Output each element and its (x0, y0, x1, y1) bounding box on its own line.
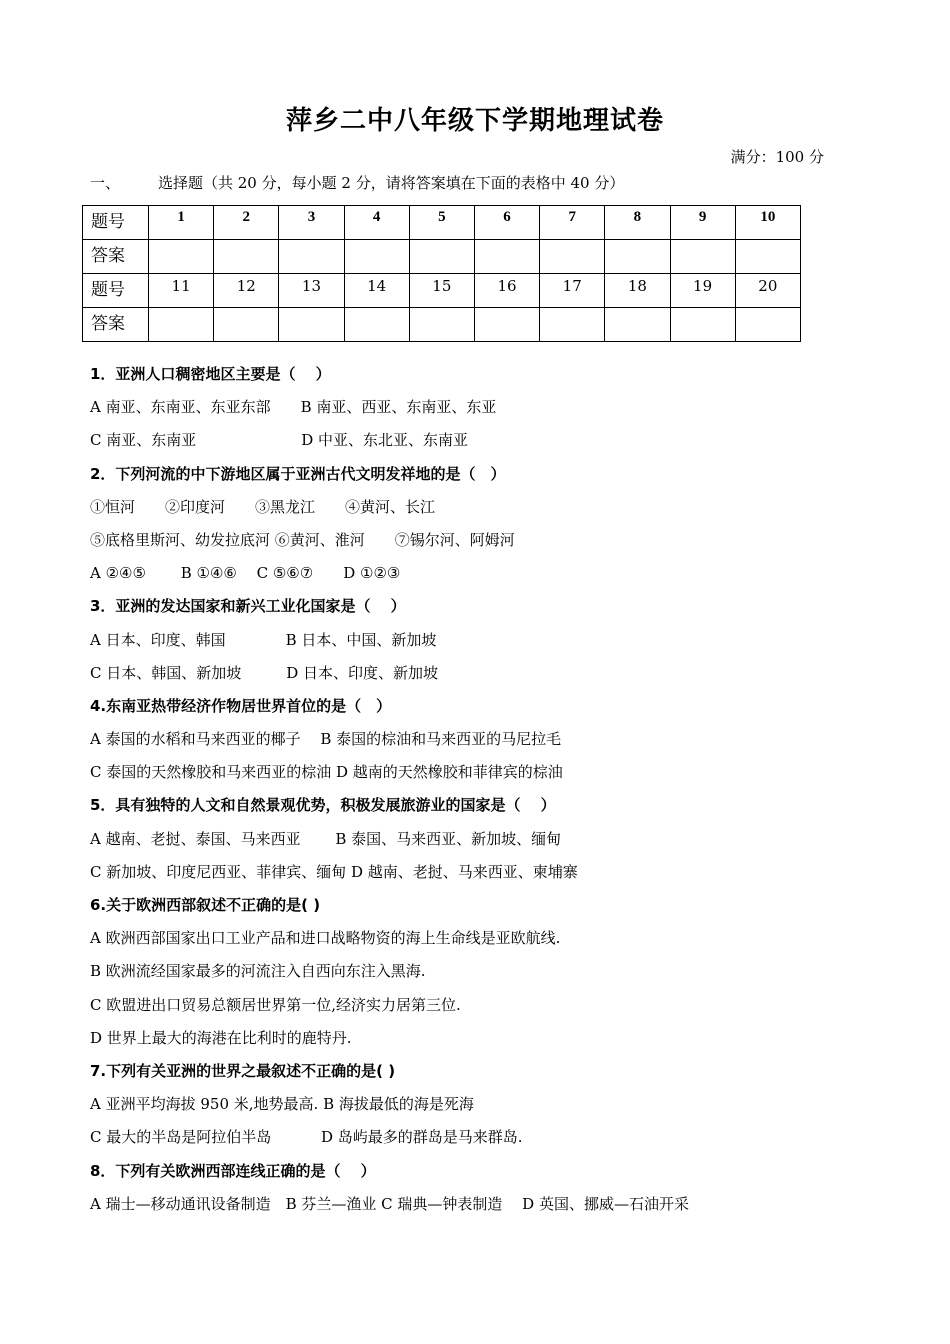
answer-cell[interactable] (344, 240, 409, 274)
answer-cell[interactable] (214, 308, 279, 342)
answer-cell[interactable] (279, 240, 344, 274)
question-number-cell: 8 (605, 206, 670, 240)
row-label: 答案 (83, 308, 149, 342)
full-score: 满分：100 分 (730, 148, 824, 166)
row-label: 题号 (83, 274, 149, 308)
answer-option-line: A 南亚、东南亚、东亚东部 B 南亚、西亚、东南亚、东亚 (90, 398, 497, 417)
answer-option-line: C 最大的半岛是阿拉伯半岛 D 岛屿最多的群岛是马来群岛. (90, 1128, 523, 1147)
answer-option-line: C 新加坡、印度尼西亚、菲律宾、缅甸 D 越南、老挝、马来西亚、柬埔寨 (90, 862, 578, 881)
table-row-answers-1 (83, 240, 801, 274)
answer-cell[interactable] (670, 308, 735, 342)
question-number-cell: 17 (540, 274, 605, 308)
answer-option-line: ①恒河 ②印度河 ③黑龙江 ④黄河、长江 (90, 497, 436, 516)
answer-cell[interactable] (474, 240, 539, 274)
row-label: 题号 (83, 206, 149, 240)
answer-cell[interactable] (409, 308, 474, 342)
answer-option-line: D 世界上最大的海港在比利时的鹿特丹. (90, 1028, 352, 1047)
section-number: 一、 (90, 174, 121, 192)
question-stem: 3．亚洲的发达国家和新兴工业化国家是（ ） (90, 597, 406, 616)
question-stem: 4.东南亚热带经济作物居世界首位的是（ ） (90, 696, 392, 715)
question-number-cell: 14 (344, 274, 409, 308)
question-number-cell: 10 (735, 206, 800, 240)
question-number-cell: 6 (474, 206, 539, 240)
answer-option-line: C 泰国的天然橡胶和马来西亚的棕油 D 越南的天然橡胶和菲律宾的棕油 (90, 763, 563, 782)
answer-cell[interactable] (409, 240, 474, 274)
question-number-cell: 15 (409, 274, 474, 308)
table-row-numbers-1 (83, 206, 801, 240)
answer-cell[interactable] (279, 308, 344, 342)
answer-table (82, 205, 801, 342)
answer-cell[interactable] (605, 308, 670, 342)
answer-option-line: C 欧盟进出口贸易总额居世界第一位,经济实力居第三位. (90, 995, 461, 1014)
answer-option-line: A 日本、印度、韩国 B 日本、中国、新加坡 (90, 630, 437, 649)
table-row-answers-2 (83, 308, 801, 342)
answer-option-line: A 欧洲西部国家出口工业产品和进口战略物资的海上生命线是亚欧航线. (90, 929, 561, 948)
question-stem: 5．具有独特的人文和自然景观优势，积极发展旅游业的国家是（ ） (90, 796, 556, 815)
question-number-cell: 2 (214, 206, 279, 240)
answer-option-line: ⑤底格里斯河、幼发拉底河 ⑥黄河、淮河 ⑦锡尔河、阿姆河 (90, 530, 515, 549)
page-title: 萍乡二中八年级下学期地理试卷 (285, 106, 664, 136)
question-number-cell: 12 (214, 274, 279, 308)
table-row-numbers-2 (83, 274, 801, 308)
question-stem: 2．下列河流的中下游地区属于亚洲古代文明发祥地的是（ ） (90, 464, 506, 483)
answer-option-line: A 亚洲平均海拔 950 米,地势最高. B 海拔最低的海是死海 (90, 1095, 474, 1114)
question-stem: 1．亚洲人口稠密地区主要是（ ） (90, 365, 331, 383)
answer-option-line: C 南亚、东南亚 D 中亚、东北亚、东南亚 (90, 431, 469, 450)
question-number-cell: 4 (344, 206, 409, 240)
row-label: 答案 (83, 240, 149, 274)
answer-cell[interactable] (149, 308, 214, 342)
question-number-cell: 7 (540, 206, 605, 240)
answer-cell[interactable] (735, 308, 800, 342)
question-stem: 7.下列有关亚洲的世界之最叙述不正确的是( ) (90, 1061, 396, 1080)
question-number-cell: 3 (279, 206, 344, 240)
question-number-cell: 20 (735, 274, 800, 308)
question-number-cell: 9 (670, 206, 735, 240)
question-stem: 6.关于欧洲西部叙述不正确的是( ) (90, 896, 321, 914)
question-list (90, 358, 870, 1221)
answer-cell[interactable] (214, 240, 279, 274)
answer-option-line: A ②④⑤ B ①④⑥ C ⑤⑥⑦ D ①②③ (90, 564, 401, 583)
answer-cell[interactable] (670, 240, 735, 274)
answer-cell[interactable] (474, 308, 539, 342)
question-number-cell: 11 (149, 274, 214, 308)
question-number-cell: 5 (409, 206, 474, 240)
section-heading (90, 172, 624, 193)
answer-cell[interactable] (540, 308, 605, 342)
answer-option-line: A 越南、老挝、泰国、马来西亚 B 泰国、马来西亚、新加坡、缅甸 (90, 829, 562, 848)
answer-cell[interactable] (735, 240, 800, 274)
question-number-cell: 18 (605, 274, 670, 308)
answer-cell[interactable] (605, 240, 670, 274)
question-number-cell: 16 (474, 274, 539, 308)
answer-option-line: A 泰国的水稻和马来西亚的椰子 B 泰国的棕油和马来西亚的马尼拉毛 (90, 730, 562, 749)
answer-option-line: A 瑞士—移动通讯设备制造 B 芬兰—渔业 C 瑞典—钟表制造 D 英国、挪威—石油开采 (90, 1194, 689, 1213)
question-stem: 8．下列有关欧洲西部连线正确的是（ ） (90, 1161, 376, 1180)
question-number-cell: 1 (149, 206, 214, 240)
answer-cell[interactable] (540, 240, 605, 274)
answer-cell[interactable] (344, 308, 409, 342)
question-number-cell: 19 (670, 274, 735, 308)
question-number-cell: 13 (279, 274, 344, 308)
answer-option-line: B 欧洲流经国家最多的河流注入自西向东注入黑海. (90, 962, 426, 981)
answer-cell[interactable] (149, 240, 214, 274)
section-instructions: 选择题（共 20 分，每小题 2 分，请将答案填在下面的表格中 40 分） (158, 174, 625, 192)
answer-option-line: C 日本、韩国、新加坡 D 日本、印度、新加坡 (90, 663, 439, 682)
